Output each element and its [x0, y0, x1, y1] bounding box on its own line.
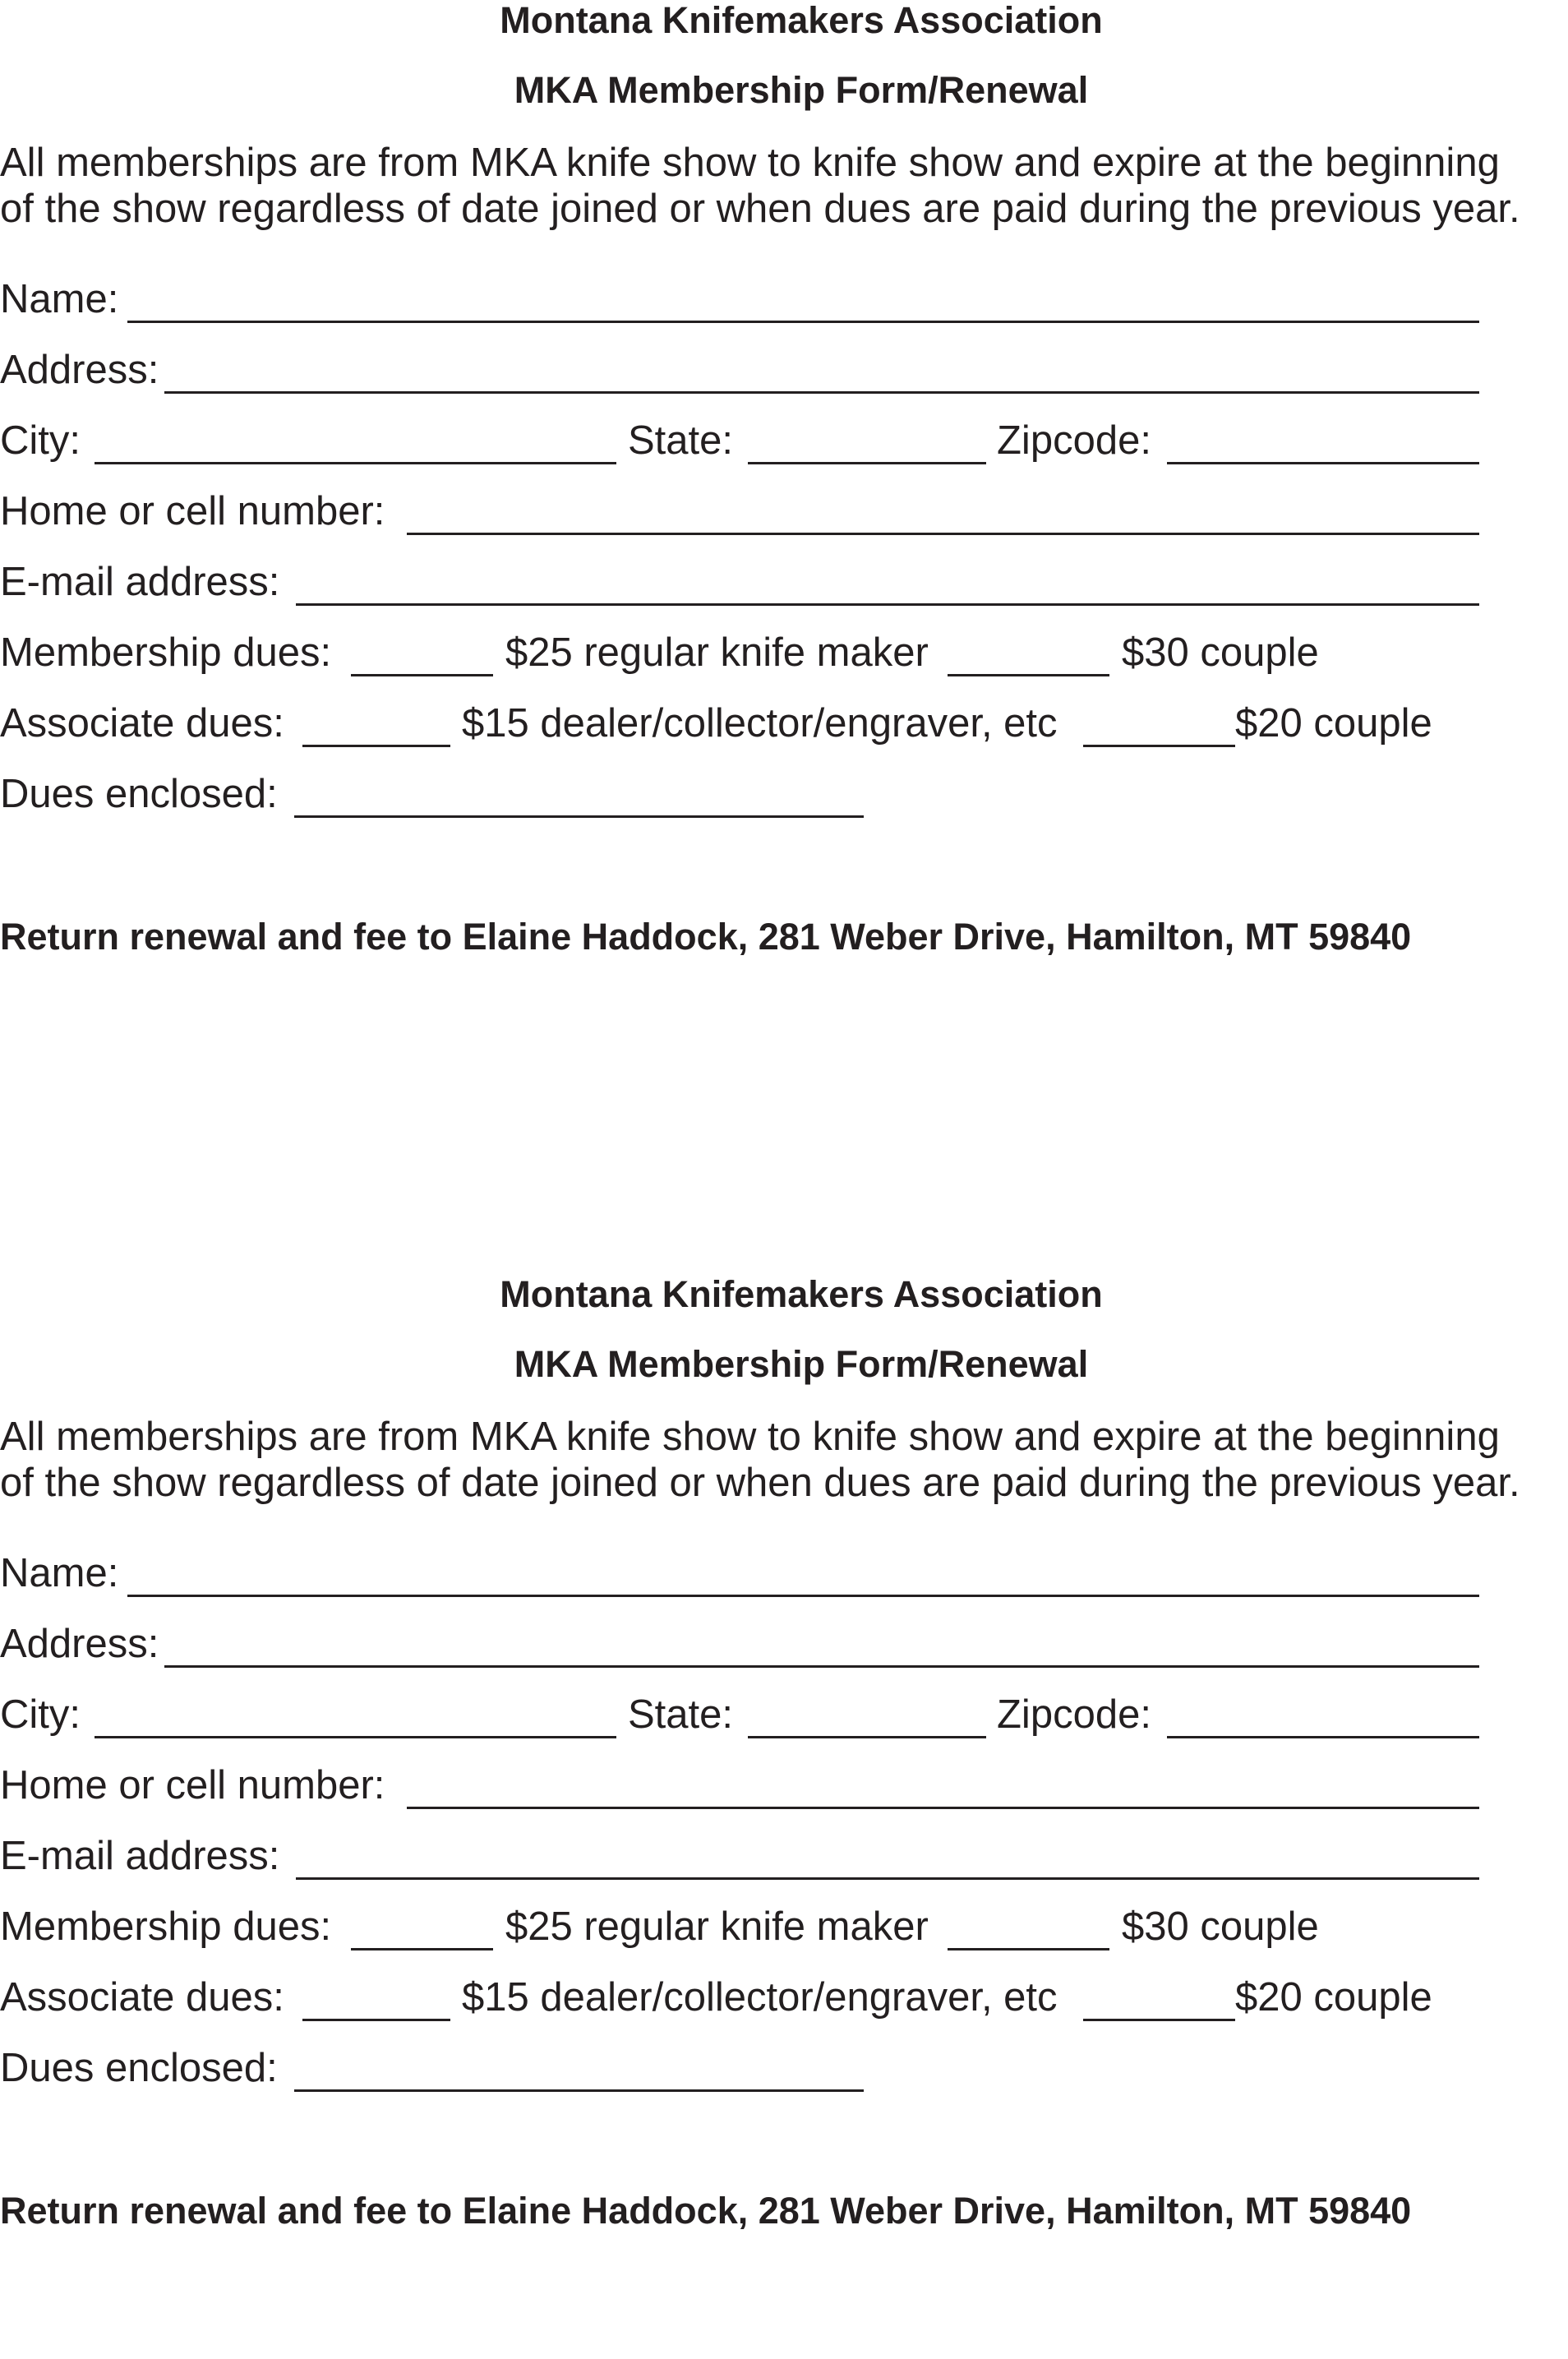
- form-title: MKA Membership Form/Renewal: [514, 69, 1089, 111]
- email-field[interactable]: [296, 603, 1479, 606]
- city-field[interactable]: [95, 1736, 616, 1738]
- associate-couple-field[interactable]: [1083, 745, 1235, 747]
- email-field[interactable]: [296, 1877, 1479, 1880]
- zipcode-field[interactable]: [1167, 1736, 1479, 1738]
- association-title: Montana Knifemakers Association: [500, 1273, 1103, 1315]
- associate-couple-label: $20 couple: [1235, 701, 1432, 746]
- associate-dues-label: Associate dues:: [0, 1975, 284, 2020]
- zipcode-label: Zipcode:: [997, 418, 1151, 463]
- membership-regular-label: $25 regular knife maker: [505, 630, 929, 675]
- return-address-note: Return renewal and fee to Elaine Haddock, 281 Weber Drive, Hamilton, MT 59840: [0, 2190, 1412, 2232]
- zipcode-label: Zipcode:: [997, 1692, 1151, 1737]
- name-field[interactable]: [127, 1595, 1479, 1597]
- city-label: City:: [0, 1692, 81, 1737]
- state-label: State:: [628, 418, 734, 463]
- address-field[interactable]: [164, 391, 1479, 394]
- associate-dues-label: Associate dues:: [0, 701, 284, 746]
- membership-dues-label: Membership dues:: [0, 1904, 332, 1949]
- membership-couple-label: $30 couple: [1122, 1904, 1319, 1949]
- state-label: State:: [628, 1692, 734, 1737]
- membership-dues-label: Membership dues:: [0, 630, 332, 675]
- associate-regular-field[interactable]: [302, 745, 450, 747]
- name-label: Name:: [0, 277, 119, 321]
- associate-couple-field[interactable]: [1083, 2019, 1235, 2021]
- membership-form-2: [0, 1274, 1568, 2359]
- membership-terms-line-2: of the show regardless of date joined or when dues are paid during the previous year.: [0, 187, 1520, 231]
- dues-enclosed-label: Dues enclosed:: [0, 772, 278, 816]
- membership-couple-field[interactable]: [948, 1948, 1109, 1950]
- address-label: Address:: [0, 1622, 159, 1666]
- dues-enclosed-field[interactable]: [294, 815, 864, 818]
- email-label: E-mail address:: [0, 1834, 280, 1878]
- membership-terms-line-1: All memberships are from MKA knife show to knife show and expire at the beginning: [0, 141, 1500, 185]
- return-address-note: Return renewal and fee to Elaine Haddock, 281 Weber Drive, Hamilton, MT 59840: [0, 916, 1412, 958]
- membership-terms-line-2: of the show regardless of date joined or when dues are paid during the previous year.: [0, 1461, 1520, 1505]
- dues-enclosed-label: Dues enclosed:: [0, 2046, 278, 2090]
- membership-terms: [0, 140, 1520, 232]
- state-field[interactable]: [748, 1736, 986, 1738]
- membership-regular-field[interactable]: [351, 674, 493, 676]
- membership-form-1: [0, 0, 1568, 1085]
- association-title: Montana Knifemakers Association: [500, 0, 1103, 41]
- city-field[interactable]: [95, 462, 616, 464]
- associate-couple-label: $20 couple: [1235, 1975, 1432, 2020]
- city-label: City:: [0, 418, 81, 463]
- form-title: MKA Membership Form/Renewal: [514, 1343, 1089, 1385]
- membership-terms-line-1: All memberships are from MKA knife show to knife show and expire at the beginning: [0, 1415, 1500, 1459]
- phone-field[interactable]: [407, 533, 1479, 535]
- email-label: E-mail address:: [0, 560, 280, 604]
- zipcode-field[interactable]: [1167, 462, 1479, 464]
- address-field[interactable]: [164, 1665, 1479, 1668]
- membership-regular-label: $25 regular knife maker: [505, 1904, 929, 1949]
- name-label: Name:: [0, 1551, 119, 1595]
- associate-regular-label: $15 dealer/collector/engraver, etc: [462, 1975, 1058, 2020]
- phone-label: Home or cell number:: [0, 489, 385, 533]
- membership-couple-label: $30 couple: [1122, 630, 1319, 675]
- address-label: Address:: [0, 348, 159, 392]
- membership-couple-field[interactable]: [948, 674, 1109, 676]
- dues-enclosed-field[interactable]: [294, 2089, 864, 2092]
- phone-label: Home or cell number:: [0, 1763, 385, 1807]
- state-field[interactable]: [748, 462, 986, 464]
- membership-regular-field[interactable]: [351, 1948, 493, 1950]
- phone-field[interactable]: [407, 1807, 1479, 1809]
- name-field[interactable]: [127, 321, 1479, 323]
- membership-terms: [0, 1414, 1520, 1506]
- associate-regular-label: $15 dealer/collector/engraver, etc: [462, 701, 1058, 746]
- associate-regular-field[interactable]: [302, 2019, 450, 2021]
